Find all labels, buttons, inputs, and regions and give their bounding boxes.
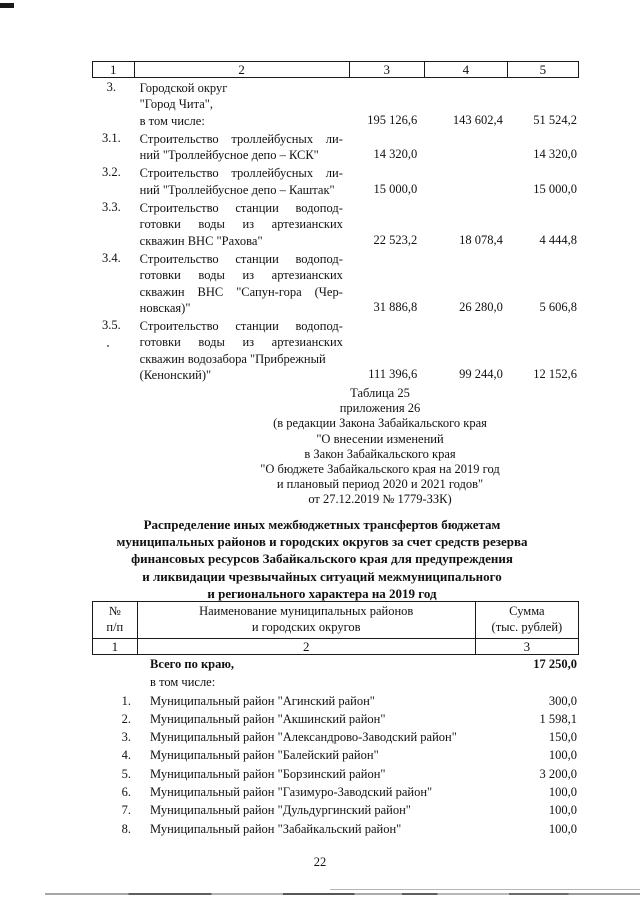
row-value-col5 [509,163,579,198]
table25-header [92,601,579,655]
row-number: 3.2. [101,165,121,180]
row-value-col5 [509,78,579,129]
value-text: 5 606,8 [539,300,577,315]
row-number: 3. [121,730,132,745]
row-number: 3.1. [101,130,121,145]
row-name-line: готовки воды из артезианских [139,217,343,232]
value-text: 143 602,4 [452,112,503,127]
col-number-5: 5 [507,62,578,78]
table-row [92,728,579,746]
table-row [92,249,579,316]
col-number-1: 1 [93,639,138,655]
row-name-line: скважин ВНС "Сапун-гора (Чер- [139,284,343,299]
table25 [92,601,579,838]
row-name: Муниципальный район "Забайкальский район" [150,821,402,836]
caption-line: приложения 26 [339,401,421,416]
table25-body-table [92,655,579,838]
table-continued-from-previous-page [92,61,579,383]
header-cell-sum [475,602,578,639]
value-text: 15 000,0 [373,182,418,197]
table-row-total [92,655,579,673]
value-text: 51 524,2 [533,112,577,127]
row-number: 8. [121,821,132,836]
caption-line: Таблица 25 [350,386,410,400]
table-row [92,163,579,198]
value-text: 15 000,0 [533,182,577,197]
row-number [92,655,141,673]
title-line: Распределение иных межбюджетных трансфертов бюджетам [143,517,501,532]
row-sum: 150,0 [548,730,577,745]
total-label: Всего по краю, [150,657,235,671]
budget-table-continued [92,61,579,78]
table-row [92,801,579,819]
row-name-line: Строительство троллейбусных ли- [139,131,343,146]
value-text: 111 396,6 [368,367,418,382]
row-name: Муниципальный район "Борзинский район" [150,766,386,781]
row-sum: 3 200,0 [539,766,577,781]
value-text: 4 444,8 [539,232,577,247]
row-name: Муниципальный район "Агинский район" [150,693,375,708]
title-line: финансовых ресурсов Забайкальского края для предупреждения [131,551,513,567]
budget-table-continued-body [92,78,579,383]
row-name-line: "Город Чита", [139,97,213,112]
header-line: Наименование муниципальных районов [199,604,414,618]
row-name-line: Городской округ [139,81,228,95]
row-number [92,673,141,691]
total-sum: 17 250,0 [533,657,577,671]
row-name-line: Строительство станции водопод- [139,319,343,334]
row-name: Муниципальный район "Дульдургинский район" [150,803,411,818]
caption-line: "О бюджете Забайкальского края на 2019 год [260,462,500,477]
table25-body [92,655,579,838]
row-value-col3 [345,316,423,383]
header-line: п/п [106,619,124,634]
caption-line: и плановый период 2020 и 2021 годов" [276,477,484,492]
row-value-col3 [345,129,423,164]
row-name-line: скважин ВНС "Рахова" [139,233,263,248]
row-name [131,316,345,383]
value-text: 31 886,8 [373,300,418,315]
row-value-col4 [423,163,509,198]
table-row-subheading [92,673,579,691]
header-line: Сумма [509,604,545,618]
subheading-sum [480,673,579,691]
row-value-col4 [423,249,509,316]
row-name: Муниципальный район "Балейский район" [150,748,379,763]
col-number-3: 3 [349,62,424,78]
page-title [72,516,572,602]
table-row [92,820,579,838]
table-row [92,783,579,801]
table-row [92,129,579,164]
title-line: муниципальных районов и городских округов за счет средств резерва [116,534,528,550]
table25-column-number-row [93,639,579,655]
row-name-line: готовки воды из артезианских [139,335,343,350]
table-row [92,746,579,764]
scan-artifact-bottom [45,893,640,895]
table-row [92,765,579,783]
row-sum: 100,0 [548,821,577,836]
row-number: 5. [121,766,132,781]
table25-caption-block [180,386,580,508]
row-sum: 100,0 [548,748,577,763]
row-number: 3.5. [101,318,121,333]
value-text: 26 280,0 [459,300,503,315]
scan-smudge-artifact [107,345,109,347]
value-text: 14 320,0 [373,147,418,162]
row-value-col3 [345,163,423,198]
row-value-col3 [345,198,423,249]
header-cell-number [93,602,138,639]
row-name: Муниципальный район "Александрово-Заводский район" [150,730,457,745]
row-name-line: ний "Троллейбусное депо – Каштак" [139,182,335,197]
header-line: (тыс. рублей) [491,619,563,634]
title-line: и ликвидации чрезвычайных ситуаций межмуниципального [142,568,502,584]
header-line: и городских округов [251,619,361,634]
col-number-2: 2 [134,62,349,78]
caption-line: "О внесении изменений [316,431,444,446]
row-name [131,163,345,198]
scan-artifact-top [0,3,14,8]
row-value-col4 [423,198,509,249]
row-sum: 100,0 [548,803,577,818]
row-value-col4 [423,316,509,383]
value-text: 12 152,6 [533,367,577,382]
value-text: 18 078,4 [459,232,503,247]
header-cell-name [137,602,475,639]
row-name [131,198,345,249]
row-name-line: ний "Троллейбусное депо – КСК" [139,148,319,163]
row-name [131,249,345,316]
row-value-col3 [345,249,423,316]
row-name-line: Строительство станции водопод- [139,201,343,216]
scan-artifact-bottom-faint [330,889,640,890]
row-number: 3. [106,80,117,94]
table25-header-row [93,602,579,639]
row-value-col4 [423,129,509,164]
row-name-line: в том числе: [139,113,205,128]
row-number: 6. [121,785,132,800]
page-number: 22 [313,855,327,869]
row-name [131,78,345,129]
row-name-line: готовки воды из артезианских [139,268,343,283]
row-name-line: Строительство станции водопод- [139,251,343,266]
table-row [92,710,579,728]
row-number: 4. [121,748,132,763]
table-column-number-row [93,62,579,78]
row-value-col5 [509,129,579,164]
row-number: 7. [121,803,132,818]
row-value-col3 [345,78,423,129]
row-name-line: (Кенонский)" [139,368,212,383]
row-name [131,129,345,164]
col-number-3: 3 [475,639,578,655]
row-number: 2. [121,711,132,726]
row-value-col5 [509,316,579,383]
row-number: 1. [121,693,132,708]
row-name-line: новская)" [139,300,191,315]
subheading-label: в том числе: [150,675,216,690]
table-row [92,316,579,383]
caption-line: от 27.12.2019 № 1779-ЗЗК) [308,492,452,507]
caption-line: в Закон Забайкальского края [304,446,456,461]
row-value-col5 [509,198,579,249]
row-number: 3.4. [101,250,121,265]
row-sum: 1 598,1 [539,711,577,726]
row-sum: 100,0 [548,785,577,800]
row-value-col5 [509,249,579,316]
row-name-line: скважин водозабора "Прибрежный [139,351,326,366]
value-text: 22 523,2 [373,232,418,247]
table-body [92,78,579,383]
col-number-2: 2 [137,639,475,655]
row-value-col4 [423,78,509,129]
title-line: и регионального характера на 2019 год [207,585,437,601]
table-row [92,692,579,710]
value-text: 99 244,0 [459,367,503,382]
col-number-4: 4 [424,62,507,78]
row-number: 3.3. [101,200,121,215]
value-text: 14 320,0 [533,147,577,162]
table-row [92,198,579,249]
table-row [92,78,579,129]
col-number-1: 1 [93,62,135,78]
value-text: 195 126,6 [367,112,418,127]
row-sum: 300,0 [548,693,577,708]
header-line: № [108,604,121,618]
row-name-line: Строительство троллейбусных ли- [139,166,343,181]
caption-line: (в редакции Закона Забайкальского края [273,416,487,431]
row-name: Муниципальный район "Газимуро-Заводский район" [150,785,433,800]
row-name: Муниципальный район "Акшинский район" [150,711,386,726]
